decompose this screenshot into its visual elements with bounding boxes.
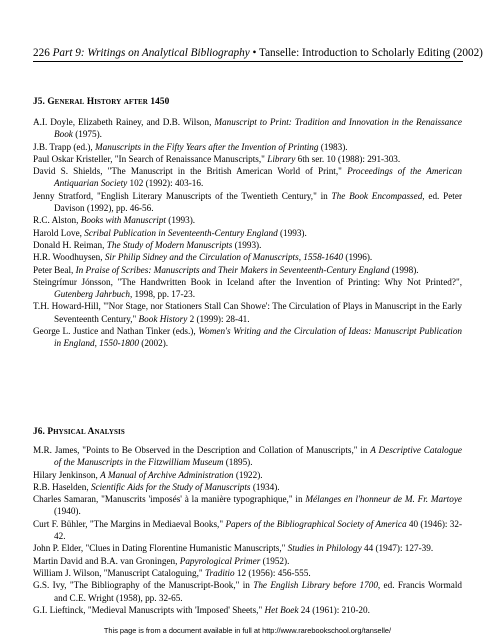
entry-text: Peter Beal, — [33, 264, 76, 275]
bibliography-entry — [33, 276, 462, 301]
entry-text: 40 (1946): 32-42. — [54, 518, 462, 542]
entry-text: (1934). — [250, 481, 280, 492]
entry-title: Manuscript to Print: Tradition and Innovation in the Renaissance Book — [54, 117, 462, 140]
bibliography-entry — [33, 141, 462, 153]
footer-note: This page is from a document available in full at http://www.rarebookschool.org/tanselle/ — [103, 626, 392, 635]
entry-title: Manuscripts in the Fifty Years after the Invention of Printing — [95, 141, 319, 152]
entry-text: Jenny Stratford, "English Literary Manuscripts of the Twentieth Century," in — [33, 190, 332, 201]
section-j6-entries — [33, 444, 462, 616]
entry-text: Hilary Jenkinson, — [33, 469, 101, 480]
bibliography-entry — [33, 153, 462, 165]
bibliography-entry — [33, 493, 462, 518]
entry-title: Books with Manuscript — [80, 215, 166, 226]
bibliography-entry — [33, 481, 462, 493]
bibliography-entry — [33, 542, 462, 554]
entry-text: (1993). — [277, 227, 307, 238]
section-heading-j6: J6. Physical Analysis — [33, 427, 125, 437]
entry-text: Charles Samaran, "Manuscrits 'imposés' à la manière typographique," in — [33, 494, 306, 505]
bibliography-entry — [33, 227, 462, 239]
entry-text: Curt F. Bühler, "The Margins in Mediaeval Books," — [33, 518, 226, 529]
bibliography-entry — [33, 165, 462, 190]
entry-text: (1952). — [260, 555, 290, 566]
bibliography-entry — [33, 300, 462, 325]
entry-text: Paul Oskar Kristeller, "In Search of Renaissance Manuscripts," — [33, 153, 268, 164]
page-number: 226 — [33, 47, 50, 59]
bibliography-entry — [33, 116, 462, 141]
entry-title: Women's Writing and the Circulation of Ideas: Manuscript Publication in England, 1550-1800 — [54, 326, 463, 349]
entry-text: (1895). — [223, 457, 253, 468]
bibliography-entry — [33, 444, 462, 469]
entry-text: M.R. James, "Points to Be Observed in the Description and Collation of Manuscripts," in — [33, 445, 371, 455]
entry-text: (1996). — [343, 252, 373, 263]
entry-title: Mélanges en l'honneur de M. Fr. Martoye — [305, 494, 462, 505]
entry-text: Donald H. Reiman, — [33, 239, 107, 250]
entry-text: (1922). — [233, 469, 263, 480]
entry-text: , ed. Francis Wormald and C.E. Wright (1958), pp. 32-65. — [54, 580, 462, 603]
section-heading-j5: J5. General History after 1450 — [33, 97, 170, 107]
entry-text: George L. Justice and Nathan Tinker (eds.), — [33, 326, 199, 337]
entry-text: Steingrímur Jónsson, "The Handwritten Book in Iceland after the Invention of Printing: Why Not Printed?", — [33, 276, 462, 287]
bibliography-entry — [33, 518, 462, 543]
entry-title: In Praise of Scribes: Manuscripts and Their Makers in Seventeenth-Century England — [75, 264, 390, 275]
entry-text: Harold Love, — [33, 227, 85, 238]
entry-title: Scientific Aids for the Study of Manuscripts — [90, 481, 251, 492]
entry-text: Martin David and B.A. van Groningen, — [33, 555, 180, 566]
entry-title: Library — [267, 153, 296, 164]
entry-text: A.I. Doyle, Elizabeth Rainey, and D.B. Wilson, — [33, 117, 215, 127]
entry-text: (1983). — [318, 141, 348, 152]
bibliography-entry — [33, 604, 462, 616]
entry-title: Book History — [138, 313, 188, 324]
bibliography-entry — [33, 264, 462, 276]
entry-text: R.C. Alston, — [33, 215, 81, 226]
entry-text: John P. Elder, "Clues in Dating Florentine Humanistic Manuscripts," — [33, 543, 288, 554]
bibliography-entry — [33, 239, 462, 251]
bibliography-entry — [33, 325, 462, 350]
running-header — [33, 47, 483, 59]
entry-title: Traditio — [204, 567, 235, 578]
entry-title: Papyrological Primer — [179, 555, 261, 566]
bibliography-entry — [33, 579, 462, 604]
entry-text: T.H. Howard-Hill, "'Nor Stage, nor Stationers Stall Can Showe': The Circulation of Plays in Manuscript in the Early Seventeenth Century," — [33, 301, 462, 324]
book-title: Tanselle: Introduction to Scholarly Editing (2002) — [259, 47, 483, 59]
entry-text: J.B. Trapp (ed.), — [33, 141, 96, 152]
entry-title: Het Boek — [264, 604, 299, 615]
entry-title: Papers of the Bibliographical Society of America — [225, 518, 407, 529]
entry-title: The English Library before 1700 — [253, 580, 378, 591]
entry-text: (2002). — [138, 338, 169, 349]
entry-text: , 1998, pp. 17-23. — [129, 289, 196, 300]
bibliography-entry — [33, 214, 462, 226]
entry-text: (1975). — [72, 129, 102, 140]
bibliography-entry — [33, 251, 462, 263]
entry-text: 2 (1999): 28-41. — [187, 313, 250, 324]
entry-text: 24 (1961): 210-20. — [298, 604, 370, 615]
entry-text: (1993). — [166, 215, 196, 226]
entry-text: William J. Wilson, "Manuscript Cataloguing," — [33, 567, 205, 578]
entry-title: Gutenberg Jahrbuch — [54, 289, 130, 300]
entry-text: (1940). — [54, 506, 81, 517]
entry-text: R.B. Haselden, — [33, 481, 91, 492]
entry-text: , ed. Peter Davison (1992), pp. 46-56. — [54, 190, 463, 214]
entry-text: G.I. Lieftinck, "Medieval Manuscripts with 'Imposed' Sheets," — [33, 604, 265, 615]
entry-text: 12 (1956): 456-555. — [234, 567, 311, 578]
entry-title: Sir Philip Sidney and the Circulation of Manuscripts, 1558-1640 — [104, 252, 344, 263]
header-rule — [33, 61, 463, 62]
entry-title: Studies in Philology — [287, 543, 362, 554]
entry-title: Scribal Publication in Seventeenth-Century England — [84, 227, 278, 238]
bibliography-entry — [33, 190, 462, 215]
entry-text: (1993). — [232, 239, 262, 250]
bibliography-entry — [33, 567, 462, 579]
entry-text: G.S. Ivy, "The Bibliography of the Manuscript-Book," in — [33, 580, 254, 591]
bibliography-entry — [33, 555, 462, 567]
bibliography-entry — [33, 469, 462, 481]
entry-text: 6th ser. 10 (1988): 291-303. — [295, 153, 401, 164]
section-j5-entries — [33, 116, 462, 350]
entry-text: (1998). — [389, 264, 419, 275]
entry-text: David S. Shields, "The Manuscript in the British American World of Print," — [33, 166, 348, 177]
entry-title: Proceedings of the American Antiquarian Society — [54, 166, 462, 189]
header-separator: • — [252, 47, 257, 59]
entry-title: The Book Encompassed — [331, 190, 423, 201]
part-title: Part 9: Writings on Analytical Bibliography — [52, 47, 250, 59]
entry-title: A Descriptive Catalogue of the Manuscripts in the Fitzwilliam Museum — [54, 445, 462, 468]
entry-title: The Study of Modern Manuscripts — [106, 239, 233, 250]
entry-text: 44 (1947): 127-39. — [361, 543, 434, 554]
entry-text: H.R. Woodhuysen, — [33, 252, 105, 263]
entry-text: 102 (1992): 403-16. — [127, 178, 204, 189]
entry-title: A Manual of Archive Administration — [100, 469, 234, 480]
